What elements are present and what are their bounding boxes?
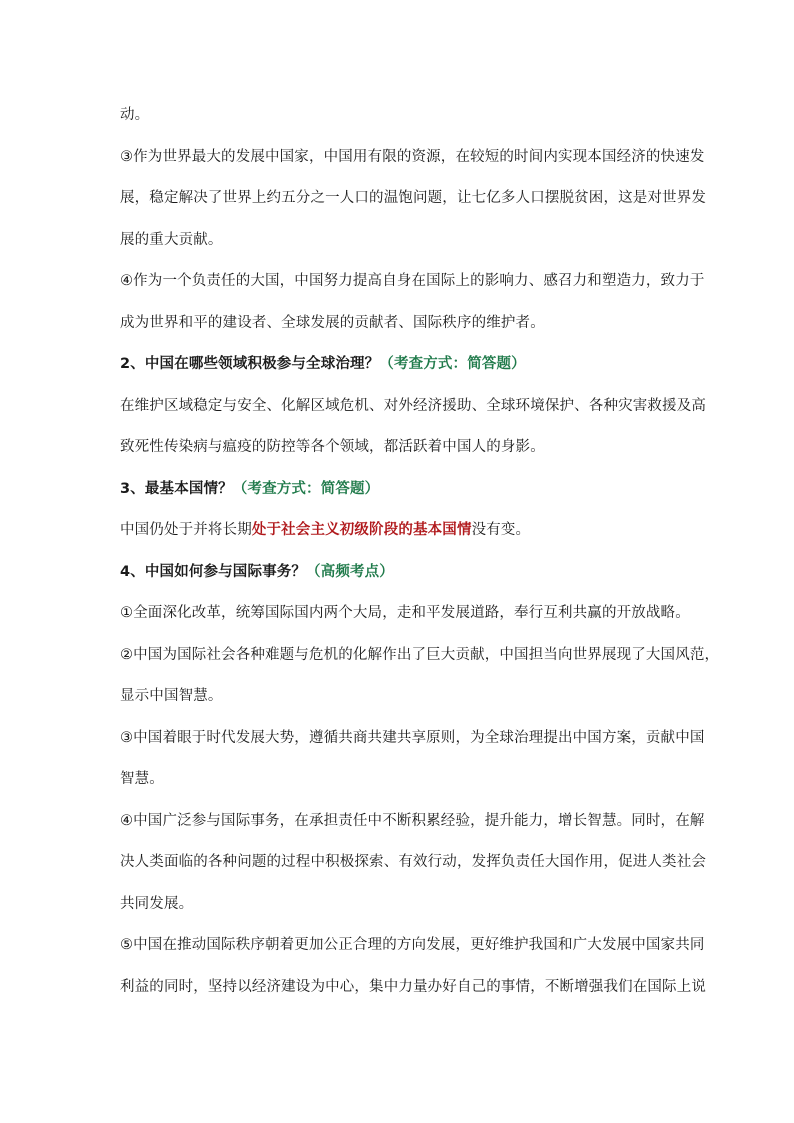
text-line: ②中国为国际社会各种难题与危机的化解作出了巨大贡献，中国担当向世界展现了大国风范， [120,646,720,663]
answer-line [120,517,680,544]
text-line: ④作为一个负责任的大国，中国努力提高自身在国际上的影响力、感召力和塑造力，致力于 [120,273,705,289]
text-line: 致死性传染病与瘟疫的防控等各个领域，都活跃着中国人的身影。 [120,439,545,455]
text-line: 智慧。 [120,771,164,787]
question-heading-3 [120,476,680,503]
text-line: 共同发展。 [120,895,194,912]
text-line: ①全面深化改革，统筹国际国内两个大局，走和平发展道路，奉行互利共赢的开放战略。 [120,605,690,621]
text-line: 动。 [120,107,150,123]
document-page [120,102,720,1015]
text-line: 利益的同时，坚持以经济建设为中心，集中力量办好自己的事情，不断增强我们在国际上说 [120,978,706,995]
answer-text: 中国仍处于并将长期 [120,522,252,538]
text-line: 决人类面临的各种问题的过程中积极探索、有效行动，发挥负责任大国作用，促进人类社会 [120,854,706,870]
text-line: 显示中国智慧。 [120,688,223,704]
text-line: ③中国着眼于时代发展大势，遵循共商共建共享原则，为全球治理提出中国方案，贡献中国 [120,729,705,746]
text-line: 成为世界和平的建设者、全球发展的贡献者、国际秩序的维护者。 [120,314,545,331]
question-title: 3、最基本国情？ [120,480,233,497]
text-line: 展的重大贡献。 [120,231,223,248]
question-title: 2、中国在哪些领域积极参与全球治理？ [120,356,380,372]
answer-emphasis: 处于社会主义初级阶段的基本国情 [251,522,472,538]
text-line: ③作为世界最大的发展中国家，中国用有限的资源，在较短的时间内实现本国经济的快速发 [120,148,705,165]
exam-hint: （考查方式：简答题） [232,480,380,497]
question-heading-2 [120,351,680,378]
text-line: 展，稳定解决了世界上约五分之一人口的温饱问题，让七亿多人口摆脱贫困，这是对世界发 [120,190,706,206]
question-title: 4、中国如何参与国际事务？ [120,563,307,580]
text-line: 在维护区域稳定与安全、化解区域危机、对外经济援助、全球环境保护、各种灾害救援及高 [120,397,706,414]
exam-hint: （高频考点） [306,563,394,580]
text-line: ④中国广泛参与国际事务，在承担责任中不断积累经验，提升能力，增长智慧。同时，在解 [120,812,705,829]
exam-hint: （考查方式：简答题） [379,356,526,372]
text-line: ⑤中国在推动国际秩序朝着更加公正合理的方向发展，更好维护我国和广大发展中国家共同 [120,937,705,953]
question-heading-4 [120,559,680,586]
answer-text: 没有变。 [471,522,531,538]
